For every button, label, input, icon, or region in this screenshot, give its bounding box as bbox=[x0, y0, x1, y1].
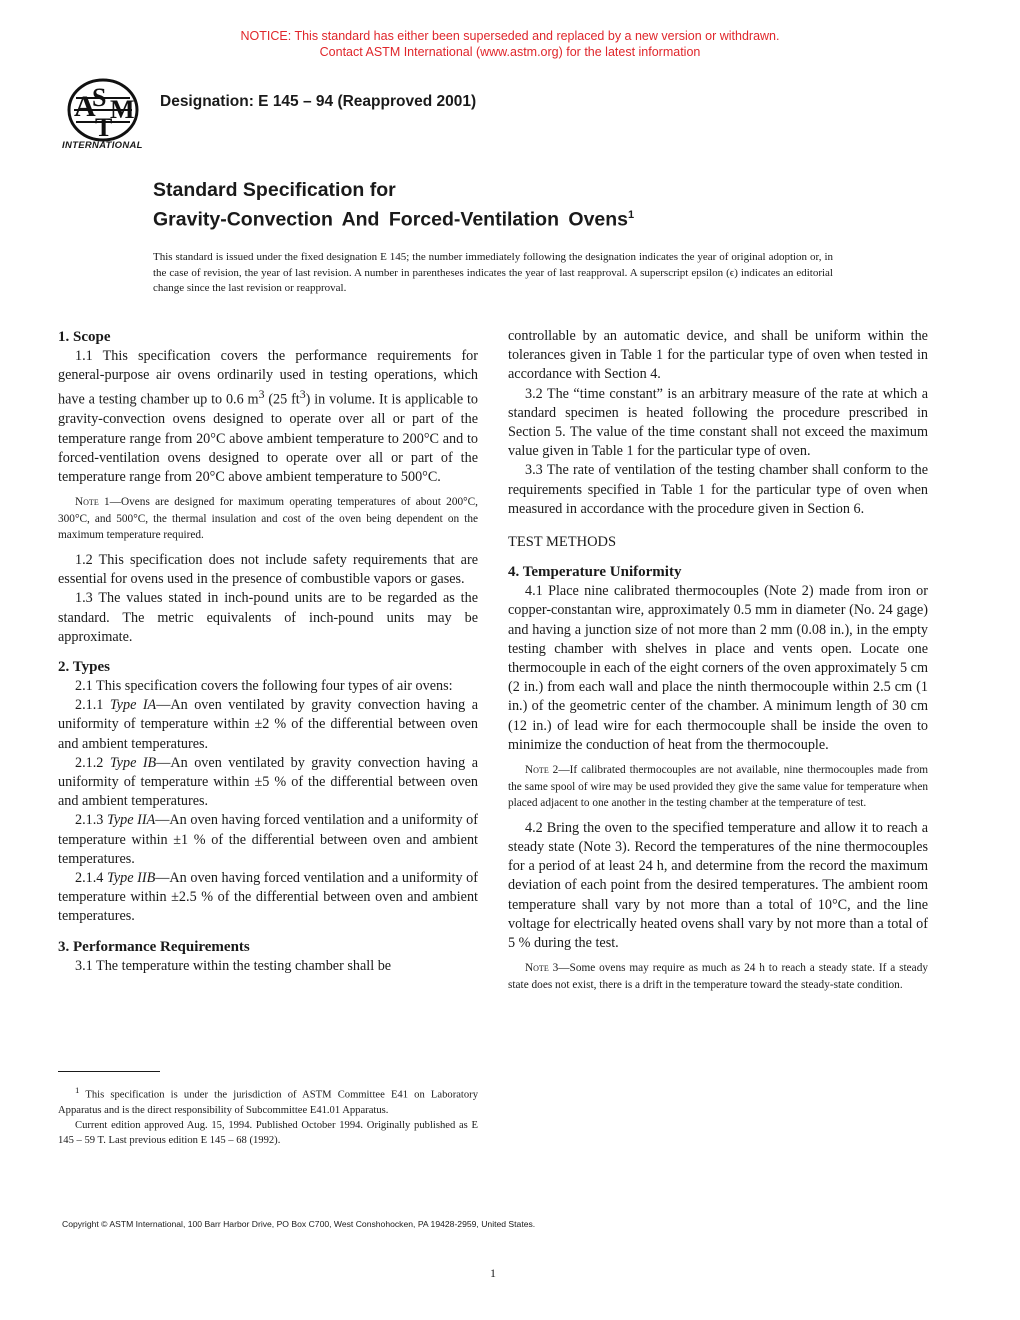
para-1-1 bbox=[58, 347, 478, 487]
note-2-text: —If calibrated thermocouples are not available, nine thermocouples made from the same spool of wire may be used provided they give the same value for temperature when placed adjacent to one another in the testing chamber at the temperature of test. bbox=[508, 764, 928, 810]
left-column bbox=[58, 327, 478, 976]
type-iia-label: Type IIA bbox=[106, 812, 156, 829]
designation: Designation: E 145 – 94 (Reapproved 2001) bbox=[160, 93, 477, 110]
footnote bbox=[58, 1083, 478, 1148]
title-line-2 bbox=[153, 203, 634, 233]
section-2-heading: 2. Types bbox=[58, 658, 110, 675]
footnote-mark: 1 bbox=[75, 1085, 80, 1095]
para-1-1-c: ) in volume. It is applicable to gravity-convection ovens designed to operate over all or part of the temperature range from 20°C above ambient temperature to 200°C and to forced-ventilation ovens designed to operate over all or part of the temperature range from 20°C above ambient temperature to 500°C. bbox=[58, 392, 478, 485]
para-3-2: 3.2 The “time constant” is an arbitrary measure of the rate at which a standard specimen is heated following the procedure prescribed in Section 5. The value of the time constant shall not exceed the maximum value given in Table 1 for the particular type of oven. bbox=[508, 385, 928, 460]
footnote-1-text: This specification is under the jurisdiction of ASTM Committee E41 on Laboratory Apparatus and is the direct responsibility of Subcommittee E41.01 Apparatus. bbox=[58, 1089, 478, 1116]
para-3-1-start: 3.1 The temperature within the testing chamber shall be bbox=[75, 957, 392, 974]
para-4-1: 4.1 Place nine calibrated thermocouples (Note 2) made from iron or copper-constantan wire, approximately 0.5 mm in diameter (No. 24 gage) and having a junction size of not more than 2 mm (0.08 in.), in the empty testing chamber with shelves in place and vents open. Locate one thermocouple in each of the eight corners of the oven approximately 5 cm (2 in.) from each wall and place the ninth thermocouple within 2.5 cm (1 in.) of the geometric center of the chamber. A minimum length of 30 cm (12 in.) of lead wire for each thermocouple shall be inside the oven to minimize the conduction of heat from the thermocouple. bbox=[508, 583, 928, 753]
footnote-2: Current edition approved Aug. 15, 1994. Published October 1994. Originally published as E 145 – 59 T. Last previous edition E 145 – 68 (1992). bbox=[58, 1119, 478, 1146]
note-2 bbox=[508, 762, 928, 812]
notice-line-1: NOTICE: This standard has either been superseded and replaced by a new version or withdrawn. bbox=[240, 29, 780, 43]
para-4-2: 4.2 Bring the oven to the specified temperature and allow it to reach a steady state (Note 3). Record the temperatures of the nine thermocouples for a period of at least 24 h, and determine from the record the maximum deviation of each point from the desired temperatures. The ambient room temperature shall vary by not more than a total of 10°C, and the line voltage for electrically heated ovens shall vary by not more than a total of 5 % during the test. bbox=[508, 819, 928, 952]
para-1-1-b: (25 ft bbox=[264, 392, 300, 409]
note-1 bbox=[58, 494, 478, 544]
para-1-1-a: 1.1 This specification covers the performance requirements for general-purpose air ovens ordinarily used in testing operations, which have a testing chamber up to 0.6 m bbox=[58, 348, 478, 409]
para-2-1-2 bbox=[58, 754, 478, 812]
para-2-1-4-text: —An oven having forced ventilation and a uniformity of temperature within ±2.5 % of the differential between oven and ambient temperatures. bbox=[58, 869, 478, 925]
note-3-text: —Some ovens may require as much as 24 h to reach a steady state. If a steady state does not exist, there is a drift in the temperature toward the steady-state condition. bbox=[508, 962, 928, 991]
note-1-label: Note 1 bbox=[75, 496, 110, 509]
supersede-notice bbox=[0, 28, 1020, 60]
para-2-1-1-num: 2.1.1 bbox=[75, 697, 110, 714]
note-3 bbox=[508, 960, 928, 993]
para-2-1-2-text: —An oven ventilated by gravity convection having a uniformity of temperature within ±5 % of the differential between oven and ambient temperatures. bbox=[58, 754, 479, 810]
copyright-line: Copyright © ASTM International, 100 Barr Harbor Drive, PO Box C700, West Conshohocken, PA 19428-2959, United States. bbox=[62, 1219, 536, 1229]
logo-international-text: INTERNATIONAL bbox=[62, 140, 143, 151]
para-2-1-1-text: —An oven ventilated by gravity convection having a uniformity of temperature within ±2 % of the differential between oven and ambient temperatures. bbox=[58, 697, 479, 752]
para-2-1-4 bbox=[58, 869, 478, 927]
footnote-1 bbox=[58, 1083, 478, 1118]
logo-letter-a: A bbox=[74, 90, 96, 123]
note-3-label: Note 3 bbox=[525, 962, 559, 975]
para-2-1-4-num: 2.1.4 bbox=[75, 869, 107, 886]
section-4-heading: 4. Temperature Uniformity bbox=[508, 564, 682, 581]
type-ia-label: Type IA bbox=[109, 697, 157, 714]
preface-paragraph: This standard is issued under the fixed designation E 145; the number immediately following the designation indicates the year of original adoption or, in the case of revision, the year of last revision. A number in parentheses indicates the year of last reapproval. A superscript epsilon (ϵ) indicates an editorial change since the last revision or reapproval. bbox=[153, 251, 833, 294]
document-title bbox=[153, 178, 634, 233]
para-2-1: 2.1 This specification covers the following four types of air ovens: bbox=[75, 677, 453, 694]
para-2-1-3 bbox=[58, 811, 478, 869]
para-2-1-1 bbox=[58, 696, 478, 754]
test-methods-heading: TEST METHODS bbox=[508, 534, 617, 551]
title-line-1: Standard Specification for bbox=[153, 179, 396, 201]
section-1-heading: 1. Scope bbox=[58, 329, 111, 345]
logo-letter-t: T bbox=[95, 113, 113, 142]
type-ib-label: Type IB bbox=[109, 754, 157, 771]
para-2-1-3-num: 2.1.3 bbox=[75, 812, 107, 829]
logo-letter-m: M bbox=[110, 95, 135, 124]
right-column bbox=[508, 327, 928, 1000]
section-3-heading: 3. Performance Requirements bbox=[58, 938, 250, 955]
title-footnote-mark: 1 bbox=[628, 209, 635, 221]
para-1-2: 1.2 This specification does not include safety requirements that are essential for ovens used in the presence of combustible vapors or gases. bbox=[58, 551, 478, 588]
para-1-1-sup-1: 3 bbox=[258, 387, 265, 402]
notice-line-2: Contact ASTM International (www.astm.org) for the latest information bbox=[319, 45, 701, 59]
type-iib-label: Type IIB bbox=[106, 869, 156, 886]
para-2-1-2-num: 2.1.2 bbox=[75, 754, 110, 771]
para-3-1-continued: controllable by an automatic device, and shall be uniform within the tolerances given in Table 1 for the particular type of oven when tested in accordance with Section 4. bbox=[508, 328, 928, 383]
footnote-divider bbox=[58, 1071, 160, 1072]
title-line-2-text: Gravity-Convection And Forced-Ventilation Ovens bbox=[153, 208, 629, 231]
para-3-3: 3.3 The rate of ventilation of the testing chamber shall conform to the requirements specified in Table 1 for the particular type of oven when measured in accordance with the procedure given in Section 6. bbox=[508, 462, 928, 517]
page-number: 1 bbox=[490, 1266, 496, 1280]
note-1-text: —Ovens are designed for maximum operating temperatures of about 200°C, 300°C, and 500°C, the thermal insulation and cost of the oven being dependent on the maximum temperature required. bbox=[58, 496, 478, 542]
para-2-1-3-text: —An oven having forced ventilation and a uniformity of temperature within ±1 % of the differential between oven and ambient temperatures. bbox=[58, 812, 478, 867]
logo-letter-s: S bbox=[92, 83, 107, 112]
para-1-1-sup-2: 3 bbox=[299, 387, 306, 402]
note-2-label: Note 2 bbox=[525, 764, 559, 777]
para-1-3: 1.3 The values stated in inch-pound units are to be regarded as the standard. The metric equivalents of inch-pound units may be approximate. bbox=[58, 590, 478, 645]
